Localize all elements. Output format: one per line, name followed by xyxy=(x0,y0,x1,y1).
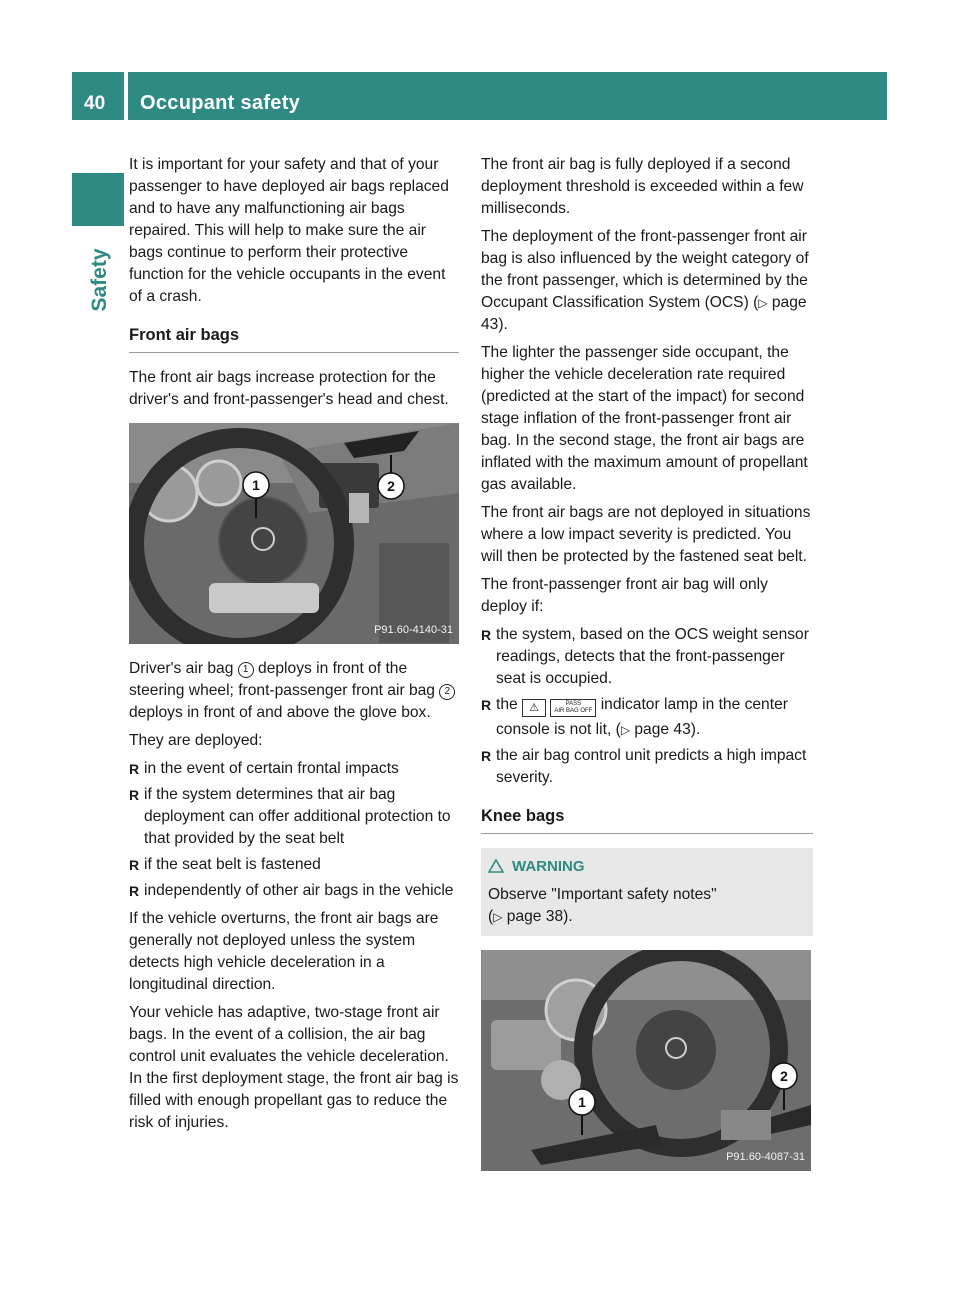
list-item-text: the air bag control unit predicts a high impact severity. xyxy=(496,747,807,786)
warning-box xyxy=(481,848,813,936)
right-column xyxy=(481,154,813,1185)
warning-title: WARNING xyxy=(512,858,585,875)
caption-part3: deploys in front of and above the glove box. xyxy=(129,704,431,721)
chapter-title: Occupant safety xyxy=(140,92,301,114)
ocs-text: The deployment of the front-passenger front air bag is also influenced by the weight category of the front passenger, which is determined by the Occupant Classification System (OCS) ( xyxy=(481,228,809,311)
adaptive-paragraph: Your vehicle has adaptive, two-stage front air bags. In the event of a collision, the air bag control unit evaluates the vehicle deceleration. In the first deployment stage, the front air bag is filled with enough propellant gas to reduce the risk of injuries. xyxy=(129,1004,459,1131)
left-column xyxy=(129,154,459,1140)
caption-callout-1: 1 xyxy=(238,662,254,678)
list-item xyxy=(481,694,813,741)
caption-part1: Driver's air bag xyxy=(129,660,238,677)
bullet-marker: R xyxy=(129,857,140,873)
list-item xyxy=(129,784,459,850)
warning-triangle-icon xyxy=(488,859,504,873)
page-header xyxy=(72,72,887,120)
section-tab xyxy=(85,240,115,320)
knee-bag-figure xyxy=(481,950,811,1171)
knee-bags-heading: Knee bags xyxy=(481,805,813,834)
warning-page-ref: page 38). xyxy=(502,908,573,925)
caption-part2: deploys in front of the steering wheel; front-passenger front air bag xyxy=(129,660,440,699)
warning-text-1: Observe "Important safety notes" xyxy=(488,886,717,903)
section-marker xyxy=(72,173,124,226)
page-number-box xyxy=(72,72,124,120)
list-item-text-cont: indicator lamp in the center console is not lit, ( xyxy=(496,696,788,738)
figure2-callout-2: 2 xyxy=(780,1068,788,1084)
overturn-paragraph: If the vehicle overturns, the front air bags are generally not deployed unless the system detects high vehicle deceleration in a longitudinal direction. xyxy=(129,910,439,993)
list-item-text: if the seat belt is fastened xyxy=(144,856,321,873)
list-item-text: the xyxy=(496,696,523,713)
ocs-page-ref: page 43). xyxy=(481,294,807,333)
only-if-paragraph: The front-passenger front air bag will only deploy if: xyxy=(481,576,768,615)
chapter-title-box xyxy=(128,72,887,120)
bullet-marker: R xyxy=(129,883,140,899)
list-item xyxy=(129,880,459,902)
bullet-marker: R xyxy=(129,761,140,777)
list-item-text: independently of other air bags in the vehicle xyxy=(144,882,454,899)
list-item-text: the system, based on the OCS weight sensor readings, detects that the front-passenger seat is occupied. xyxy=(496,626,809,687)
figure2-callout-1: 1 xyxy=(578,1094,586,1110)
figure1-caption xyxy=(129,658,459,724)
list-item xyxy=(481,624,813,690)
deployed-intro: They are deployed: xyxy=(129,732,263,749)
page-ref-arrow-icon: ▷ xyxy=(620,723,631,737)
warning-paren: ( xyxy=(488,908,494,925)
deployment-list xyxy=(129,758,459,902)
section-label: Safety xyxy=(88,248,111,312)
pass-air-bag-off-icon xyxy=(550,699,596,717)
child-seat-icon: ⚠ xyxy=(522,699,546,717)
front-airbag-figure xyxy=(129,423,459,644)
lamp-line-1: PASS xyxy=(565,700,582,707)
front-air-bags-heading: Front air bags xyxy=(129,324,459,353)
not-deployed-paragraph: The front air bags are not deployed in situations where a low impact severity is predicted. You will then be protected by the fastened seat belt. xyxy=(481,504,811,565)
list-item-text: in the event of certain frontal impacts xyxy=(144,760,399,777)
page-ref-arrow-icon: ▷ xyxy=(758,296,768,310)
knee-bag-illustration xyxy=(481,950,811,1171)
dashboard-illustration xyxy=(129,423,459,644)
bullet-marker: R xyxy=(481,748,492,764)
page-ref-arrow-icon: ▷ xyxy=(493,910,503,924)
bullet-marker: R xyxy=(481,697,492,713)
passenger-deploy-list xyxy=(481,624,813,789)
bullet-marker: R xyxy=(129,787,140,803)
pass-airbag-off-lamp xyxy=(522,697,596,719)
list-item-text: if the system determines that air bag deployment can offer additional protection to that provided by the seat belt xyxy=(144,786,451,847)
page-number: 40 xyxy=(84,93,106,114)
list-item xyxy=(481,745,813,789)
figure2-code: P91.60-4087-31 xyxy=(726,1151,805,1163)
second-stage-paragraph: The front air bag is fully deployed if a second deployment threshold is exceeded within a few milliseconds. xyxy=(481,156,804,217)
lighter-paragraph: The lighter the passenger side occupant, the higher the vehicle deceleration rate required (predicted at the start of the impact) for second stage inflation of the front-passenger front air bag. In the second stage, the front air bags are inflated with the maximum amount of propellant gas available. xyxy=(481,344,808,493)
caption-callout-2: 2 xyxy=(439,684,455,700)
warning-header xyxy=(488,856,805,878)
list-item xyxy=(129,854,459,876)
ocs-paragraph xyxy=(481,226,813,336)
warning-text-2 xyxy=(488,906,805,928)
figure1-code: P91.60-4140-31 xyxy=(374,624,453,636)
lamp-line-2: AIR BAG OFF xyxy=(554,707,593,714)
intro-paragraph: It is important for your safety and that of your passenger to have deployed air bags replaced and to have any malfunctioning air bags repaired. This will help to make sure the air bags continue to perform their protective function for the vehicle occupants in the event of a crash. xyxy=(129,156,449,305)
figure1-callout-1: 1 xyxy=(252,477,260,493)
figure1-callout-2: 2 xyxy=(387,478,395,494)
bullet-marker: R xyxy=(481,627,492,643)
front-intro-paragraph: The front air bags increase protection for the driver's and front-passenger's head and chest. xyxy=(129,369,449,408)
lamp-page-ref: page 43). xyxy=(630,721,701,738)
list-item xyxy=(129,758,459,780)
